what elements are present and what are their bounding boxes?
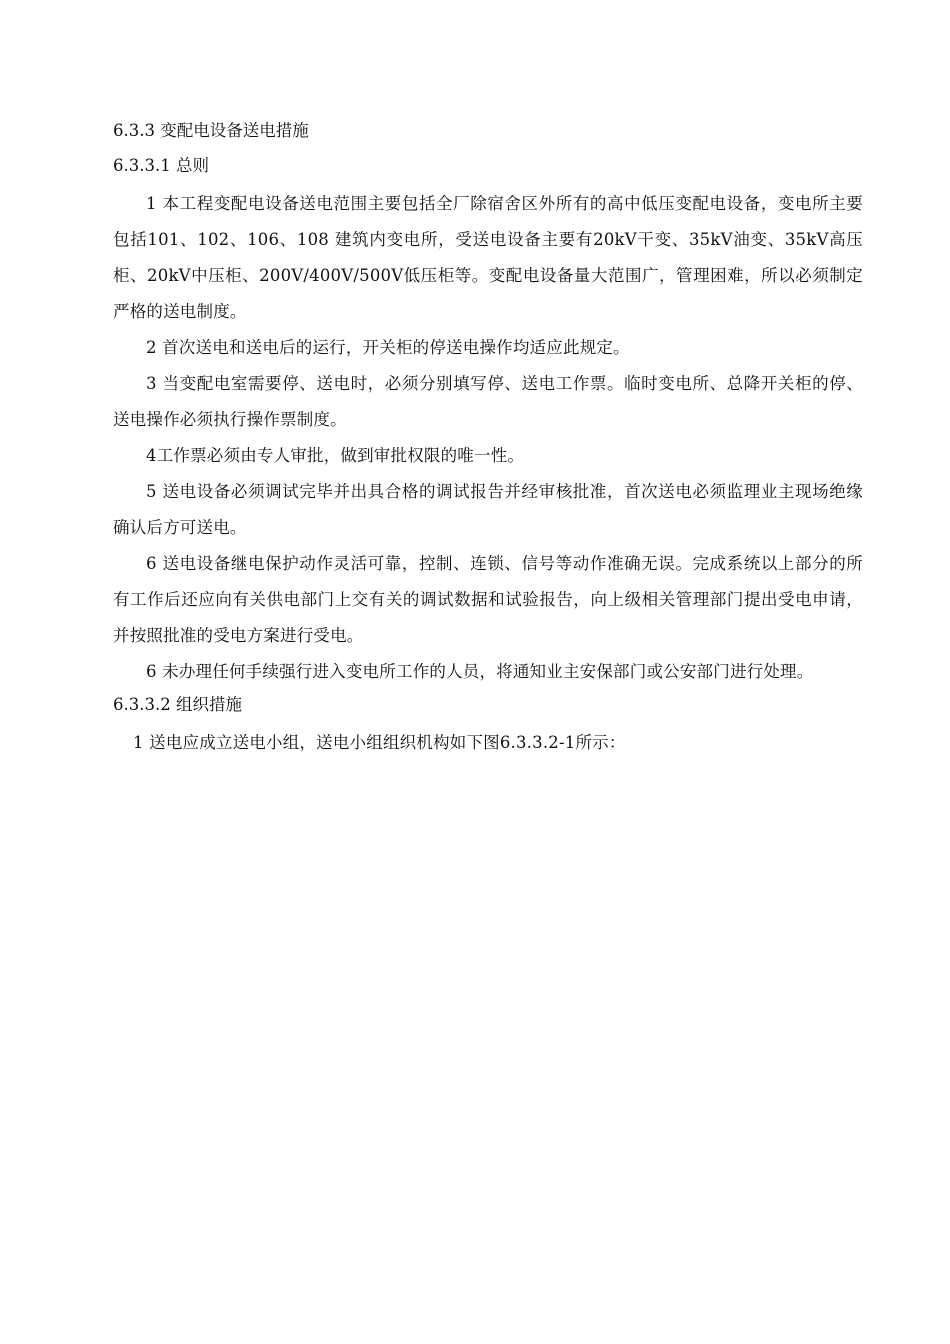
document-body bbox=[113, 116, 863, 761]
paragraph-general-1: 1 本工程变配电设备送电范围主要包括全厂除宿舍区外所有的高中低压变配电设备，变电所主要包括101、102、106、108 建筑内变电所，受送电设备主要有20kV干变、35kV油变、35kV高压柜、20kV中压柜、200V/400V/500V低压柜等。变配电设备量大范围广，管理困难，所以必须制定严格的送电制度。 bbox=[113, 194, 863, 321]
section-heading-6-3-3: 6.3.3 变配电设备送电措施 bbox=[113, 121, 309, 140]
paragraph-general-2: 2 首次送电和送电后的运行，开关柜的停送电操作均适应此规定。 bbox=[146, 338, 630, 357]
paragraph-general-3: 3 当变配电室需要停、送电时，必须分别填写停、送电工作票。临时变电所、总降开关柜的停、送电操作必须执行操作票制度。 bbox=[113, 374, 863, 429]
section-heading-6-3-3-1: 6.3.3.1 总则 bbox=[113, 156, 209, 175]
paragraph-general-6: 6 送电设备继电保护动作灵活可靠，控制、连锁、信号等动作准确无误。完成系统以上部分的所有工作后还应向有关供电部门上交有关的调试数据和试验报告，向上级相关管理部门提出受电申请，并按照批准的受电方案进行受电。 bbox=[113, 554, 863, 645]
section-heading-6-3-3-2: 6.3.3.2 组织措施 bbox=[113, 695, 242, 714]
paragraph-org-1: 1 送电应成立送电小组，送电小组组织机构如下图6.3.3.2-1所示： bbox=[133, 733, 626, 752]
paragraph-general-5: 5 送电设备必须调试完毕并出具合格的调试报告并经审核批准，首次送电必须监理业主现场绝缘确认后方可送电。 bbox=[113, 482, 863, 537]
paragraph-general-4: 4工作票必须由专人审批，做到审批权限的唯一性。 bbox=[146, 446, 525, 465]
paragraph-general-7: 6 未办理任何手续强行进入变电所工作的人员，将通知业主安保部门或公安部门进行处理。 bbox=[146, 662, 814, 681]
